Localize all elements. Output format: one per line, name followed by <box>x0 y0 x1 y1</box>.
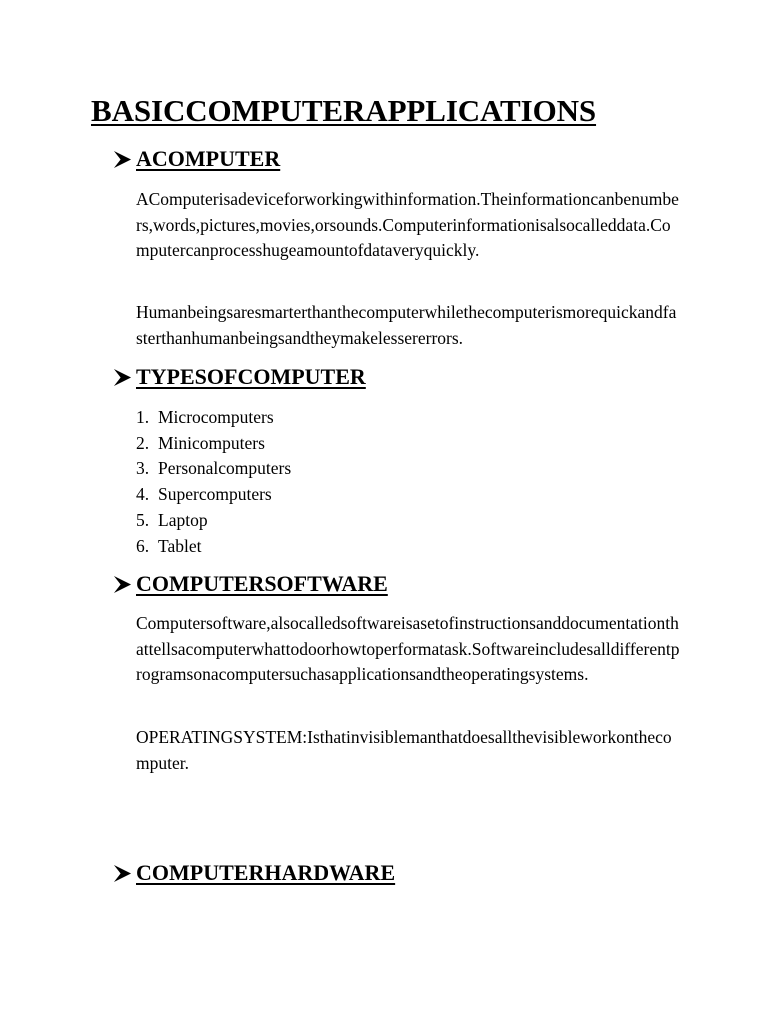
list-item-label: Microcomputers <box>158 407 274 427</box>
paragraph-human-vs-computer: Humanbeingsaresmarterthanthecomputerwhilethecomputerismorequickandfasterthanhumanbeingsandtheymakelessererrors. <box>136 302 677 348</box>
list-item-label: Minicomputers <box>158 432 265 453</box>
list-item-number: 4. <box>136 484 150 505</box>
list-item <box>136 431 291 457</box>
arrowhead-bullet-icon <box>113 150 132 169</box>
list-item-number: 5. <box>136 509 150 530</box>
section-heading-text: ACOMPUTER <box>136 146 281 171</box>
paragraph-software-definition: Computersoftware,alsocalledsoftwareisasetofinstructionsanddocumentationthattellsacomputerwhattodoorhowtoperformatask.Softwareincludesalldifferentprogramsonacomputersuchasapplicationsandtheoperatingsystems. <box>136 613 680 684</box>
list-item-number: 6. <box>136 535 150 556</box>
section-heading-types-of-computer <box>113 364 366 390</box>
arrowhead-bullet-icon <box>113 864 132 883</box>
arrowhead-bullet-icon <box>113 368 132 387</box>
list-item-label: Supercomputers <box>158 484 272 505</box>
list-item <box>136 508 291 534</box>
list-item-label: Laptop <box>158 509 208 530</box>
section-heading-a-computer <box>113 146 280 172</box>
list-item <box>136 534 291 560</box>
list-item <box>136 405 291 431</box>
list-item <box>136 482 291 508</box>
list-item-label: Tablet <box>158 535 202 556</box>
list-item-number: 3. <box>136 458 150 479</box>
document-title: BASICCOMPUTERAPPLICATIONS <box>91 93 597 128</box>
computer-types-list <box>136 405 291 559</box>
section-heading-text: COMPUTERSOFTWARE <box>136 571 388 596</box>
list-item <box>136 456 291 482</box>
section-heading-text: COMPUTERHARDWARE <box>136 860 396 885</box>
section-heading-computer-hardware <box>113 860 395 886</box>
section-heading-text: TYPESOFCOMPUTER <box>136 364 366 389</box>
list-item-number: 2. <box>136 432 150 453</box>
paragraph-computer-definition: AComputerisadeviceforworkingwithinformation.Theinformationcanbenumbers,words,pictures,movies,orsounds.Computerinformationisalsocalleddata.Computercanprocesshugeamountofdataveryquickly. <box>136 189 679 260</box>
section-heading-computer-software <box>113 571 388 597</box>
list-item-number: 1. <box>136 407 150 427</box>
list-item-label: Personalcomputers <box>158 458 292 479</box>
paragraph-operating-system: OPERATINGSYSTEM:Isthatinvisiblemanthatdoesallthevisibleworkonthecomputer. <box>136 727 672 773</box>
arrowhead-bullet-icon <box>113 575 132 594</box>
